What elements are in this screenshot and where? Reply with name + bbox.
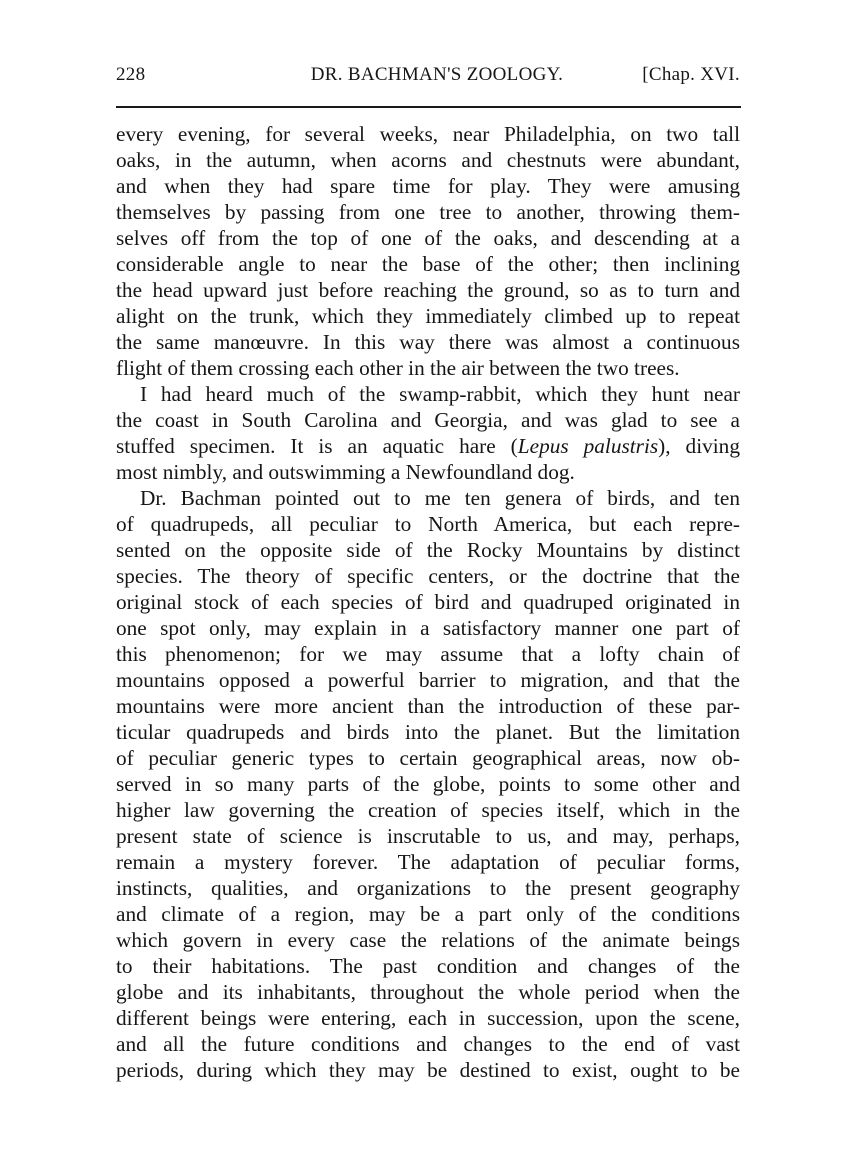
text-line: alight on the trunk, which they immediately climbed up to repeat (116, 304, 740, 328)
header-rule (116, 106, 741, 108)
text-line: globe and its inhabitants, throughout the whole period when the (116, 980, 740, 1004)
text-line: selves off from the top of one of the oaks, and descending at a (116, 226, 740, 250)
page-number: 228 (116, 64, 146, 85)
text-line: to their habitations. The past condition and changes of the (116, 954, 740, 978)
text-line: the coast in South Carolina and Georgia, and was glad to see a (116, 408, 740, 432)
body-text (116, 121, 740, 1083)
paragraph-1 (116, 121, 740, 381)
running-title: DR. BACHMAN'S ZOOLOGY. (310, 64, 564, 85)
text-line: considerable angle to near the base of the other; then inclining (116, 252, 740, 276)
text-line: mountains were more ancient than the introduction of these par- (116, 694, 740, 718)
text-line: every evening, for several weeks, near Philadelphia, on two tall (116, 122, 740, 146)
paragraph-3 (116, 485, 740, 1083)
text-line-with-italic (116, 433, 740, 459)
text-segment: stuffed specimen. It is an aquatic hare ( (116, 434, 518, 458)
text-line: species. The theory of specific centers, or the doctrine that the (116, 564, 740, 588)
text-line: the same manœuvre. In this way there was almost a continuous (116, 330, 740, 354)
text-line: ticular quadrupeds and birds into the planet. But the limitation (116, 720, 740, 744)
text-line: one spot only, may explain in a satisfactory manner one part of (116, 616, 740, 640)
text-line: which govern in every case the relations of the animate beings (116, 928, 740, 952)
text-line: Dr. Bachman pointed out to me ten genera of birds, and ten (140, 486, 740, 510)
text-line: served in so many parts of the globe, points to some other and (116, 772, 740, 796)
text-line: present state of science is inscrutable to us, and may, perhaps, (116, 824, 740, 848)
text-line: the head upward just before reaching the ground, so as to turn and (116, 278, 740, 302)
text-line: oaks, in the autumn, when acorns and chestnuts were abundant, (116, 148, 740, 172)
text-line: and when they had spare time for play. They were amusing (116, 174, 740, 198)
text-line: mountains opposed a powerful barrier to migration, and that the (116, 668, 740, 692)
text-line: this phenomenon; for we may assume that a lofty chain of (116, 642, 740, 666)
book-page (116, 62, 740, 1082)
chapter-label: [Chap. XVI. (642, 64, 740, 85)
text-line: higher law governing the creation of species itself, which in the (116, 798, 740, 822)
text-line: and all the future conditions and changes to the end of vast (116, 1032, 740, 1056)
text-line: most nimbly, and outswimming a Newfoundland dog. (116, 460, 575, 484)
text-line: flight of them crossing each other in the air between the two trees. (116, 356, 680, 380)
text-line: sented on the opposite side of the Rocky Mountains by distinct (116, 538, 740, 562)
text-line: instincts, qualities, and organizations to the present geography (116, 876, 740, 900)
text-line: of peculiar generic types to certain geographical areas, now ob- (116, 746, 740, 770)
running-head (116, 62, 740, 88)
text-segment: ), diving (658, 434, 740, 458)
text-line: remain a mystery forever. The adaptation of peculiar forms, (116, 850, 740, 874)
text-line: periods, during which they may be destined to exist, ought to be (116, 1058, 740, 1082)
latin-name: Lepus palustris (517, 434, 659, 458)
text-line: and climate of a region, may be a part only of the conditions (116, 902, 740, 926)
text-line: themselves by passing from one tree to another, throwing them- (116, 200, 740, 224)
text-line: original stock of each species of bird and quadruped originated in (116, 590, 740, 614)
text-line: I had heard much of the swamp-rabbit, which they hunt near (140, 382, 740, 406)
text-line: of quadrupeds, all peculiar to North America, but each repre- (116, 512, 740, 536)
text-line: different beings were entering, each in succession, upon the scene, (116, 1006, 740, 1030)
paragraph-2 (116, 381, 740, 485)
